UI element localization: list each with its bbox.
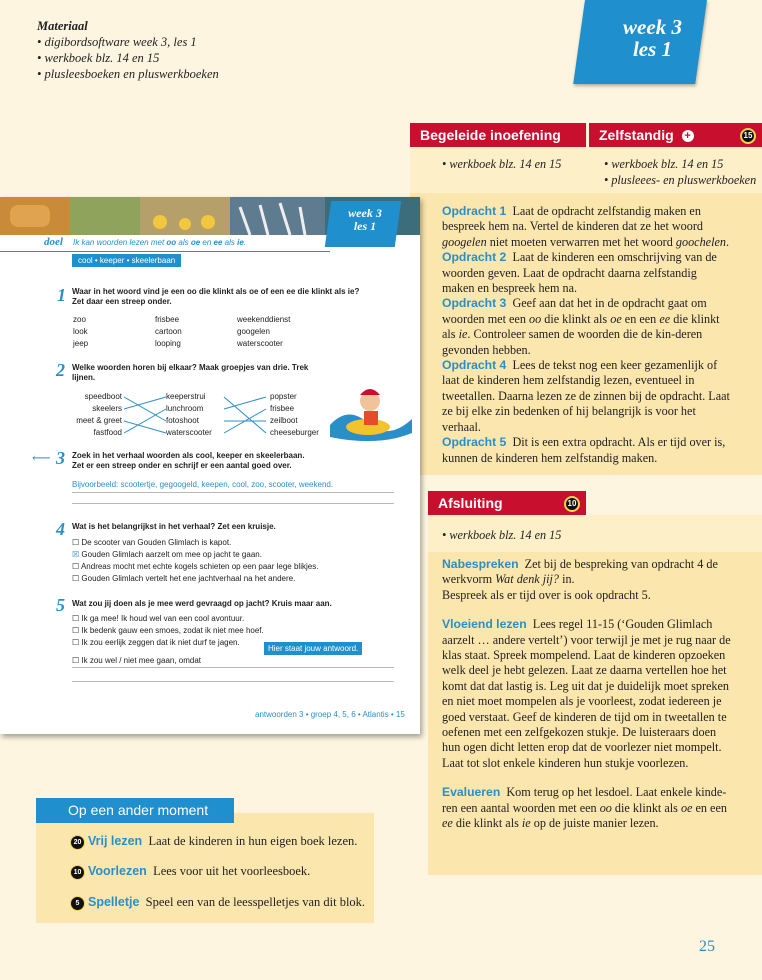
worksheet-page bbox=[0, 197, 420, 734]
nabespreken: Nabespreken Zet bij de bespreking van opdracht 4 de werkvorm Wat denk jij? in. bbox=[442, 557, 718, 587]
question-3: Zoek in het verhaal woorden als cool, keeper en skeelerbaan. Zet er een streep onder en schrijf er een aantal goed over. bbox=[72, 451, 305, 470]
opdracht-1: Opdracht 1 Laat de opdracht zelfstandig maken en bespreek hem na. Vertel de kinderen dat ze het woord googelen niet moeten verwarren met het woord goochelen. bbox=[442, 204, 730, 249]
activity-voorlezen: 10 Voorlezen Lees voor uit het voorleesboek. bbox=[70, 864, 310, 880]
activity-vrij-lezen: 20 Vrij lezen Laat de kinderen in hun eigen boek lezen. bbox=[70, 834, 357, 850]
evalueren: Evalueren Kom terug op het lesdoel. Laat enkele kinde-ren een aantal woorden met een oo die klinkt als oe en een ee die klinkt als ie op de juiste manier lezen. bbox=[442, 785, 727, 831]
zelfstandig-title: Zelfstandig bbox=[599, 127, 674, 143]
zelfstandig-header bbox=[589, 123, 762, 147]
begeleide-title: Begeleide inoefening bbox=[420, 127, 561, 143]
afsluiting-item: • werkboek blz. 14 en 15 bbox=[442, 528, 562, 542]
timer-badge-icon: 20 bbox=[70, 835, 85, 850]
week-label: week 3 bbox=[623, 15, 682, 39]
afsluiting-title: Afsluiting bbox=[438, 495, 503, 511]
materials-item: • digibordsoftware week 3, les 1 bbox=[37, 35, 197, 49]
ander-moment-box bbox=[36, 813, 374, 923]
q5-last-option: ☐ Ik zou wel / niet mee gaan, omdat bbox=[72, 655, 394, 668]
q2-mid-col: keeperstrui lunchroom fotoshoot waterscooter bbox=[166, 392, 212, 437]
question-number: 1 bbox=[57, 285, 66, 305]
question-number: 3 bbox=[56, 448, 65, 468]
begeleide-header bbox=[410, 123, 586, 147]
arrow-left-icon: ⟵ bbox=[32, 451, 51, 466]
example-words: cool • keeper • skeelerbaan bbox=[72, 254, 181, 267]
activity-spelletje: 5 Spelletje Speel een van de leesspelletjes van dit blok. bbox=[70, 895, 365, 911]
question-5: Wat zou jij doen als je mee werd gevraagd op jacht? Kruis maar aan. bbox=[72, 599, 332, 608]
answer-line bbox=[72, 503, 394, 504]
question-number: 4 bbox=[56, 519, 65, 539]
page-number: 25 bbox=[699, 938, 715, 955]
doel-row: doel Ik kan woorden lezen met oo als oe en ee als ie. bbox=[0, 237, 330, 252]
question-2: Welke woorden horen bij elkaar? Maak groepjes van drie. Trek lijnen. bbox=[72, 363, 309, 382]
opdracht-2: Opdracht 2 Laat de kinderen een omschrijving van de woorden geven. Laat de opdracht daarna zelfstandig maken en bespreek hem na. bbox=[442, 250, 717, 296]
nabespreken-line: Bespreek als er tijd over is ook opdracht 5. bbox=[442, 587, 651, 602]
zelfstandig-item: • plusleees- en pluswerkboeken bbox=[604, 173, 757, 187]
q1-words: zoo frisbee weekenddienst look cartoon googelen jeep looping waterscooter bbox=[73, 315, 291, 348]
opdracht-5: Opdracht 5 Dit is een extra opdracht. Als er tijd over is, kunnen de kinderen hem zelfstandig maken. bbox=[442, 435, 726, 465]
q2-left-col: speedboot skeelers meet & greet fastfood bbox=[76, 392, 122, 437]
q4-options: ☐ De scooter van Gouden Glimlach is kapot. ☒ Gouden Glimlach aarzelt om mee op jacht te gaan. ☐ Andreas mocht met echte kogels schieten op een paar lege blikjes. ☐ Gouden Glimlach vertelt het ene jachtverhaal na het andere. bbox=[72, 538, 319, 583]
timer-badge-icon: 15 bbox=[740, 128, 756, 144]
opdrachten-text bbox=[442, 204, 730, 466]
timer-badge-icon: 10 bbox=[564, 496, 580, 512]
week-tab-label bbox=[600, 16, 705, 60]
ander-moment-header: Op een ander moment bbox=[36, 798, 234, 823]
opdracht-3: Opdracht 3 Geef aan dat het in de opdracht gaat om woorden met een oo die klinkt als oe en een ee die klinkt als ie. Controleer samen de woorden die de kin-deren gevonden hebben. bbox=[442, 296, 720, 357]
zelfstandig-item: • werkboek blz. 14 en 15 bbox=[604, 157, 724, 171]
question-number: 2 bbox=[56, 360, 65, 380]
materials-item: • werkboek blz. 14 en 15 bbox=[37, 51, 160, 65]
question-number: 5 bbox=[56, 595, 65, 615]
q5-options: ☐ Ik ga mee! Ik houd wel van een cool avontuur. ☐ Ik bedenk gauw een smoes, zodat ik niet mee hoef. ☐ Ik zou eerlijk zeggen dat ik niet durf te jagen. bbox=[72, 614, 264, 647]
timer-badge-icon: 10 bbox=[70, 865, 85, 880]
answer-tag: Hier staat jouw antwoord. bbox=[264, 642, 362, 655]
question-4: Wat is het belangrijkst in het verhaal? Zet een kruisje. bbox=[72, 522, 276, 531]
materials-list bbox=[37, 18, 367, 82]
connection-lines bbox=[120, 391, 280, 441]
answer-line bbox=[72, 681, 394, 682]
vloeiend-lezen: Vloeiend lezen Lees regel 11-15 (‘Gouden Glimlach aarzelt … andere vertelt’) voor terwijl je met je rug naar de klas staat. Spreek mompelend. Laat de kinderen opzoeken welk deel je hebt gelezen. Laat ze daarna vertellen hoe het komt dat dat lastig is. Leg uit dat je duidelijk moet spreken en niet moet mompelen als je voorleest, zodat iedereen je goed verstaat. Geef de kinderen de tijd om in tweetallen te oefenen met een zelfgekozen stukje. De luisteraars doen hun ogen dicht letten erop dat de voorlezer niet mompelt. Laat tot slot enkele kinderen hun stukje voorlezen. bbox=[442, 617, 731, 770]
afsluiting-text bbox=[442, 557, 732, 832]
doel-text: Ik kan woorden lezen met oo als oe en ee als ie. bbox=[73, 238, 247, 247]
jetski-boy-illustration bbox=[328, 385, 414, 447]
opdracht-4: Opdracht 4 Lees de tekst nog een keer gezamenlijk of laat de kinderen hem zelfstandig lezen, eventueel in tweetallen. Daarna lezen ze de zinnen bij de opdracht. Laat ze bij elke zin bedenken of hij belangrijk is voor het verhaal. bbox=[442, 358, 730, 434]
materials-item: • plusleesboeken en pluswerkboeken bbox=[37, 67, 219, 81]
q2-right-col: popster frisbee zeilboot cheeseburger bbox=[270, 392, 319, 437]
timer-badge-icon: 5 bbox=[70, 896, 85, 911]
materials-heading: Materiaal bbox=[37, 19, 88, 33]
plus-icon: + bbox=[682, 130, 694, 142]
q3-answer: Bijvoorbeeld: scootertje, gegoogeld, keepen, cool, zoo, scooter, weekend. bbox=[72, 480, 394, 493]
lesson-label: les 1 bbox=[632, 37, 673, 61]
begeleide-item: • werkboek blz. 14 en 15 bbox=[442, 157, 562, 171]
worksheet-tab-label: week 3 les 1 bbox=[348, 206, 382, 233]
question-1: Waar in het woord vind je een oo die klinkt als oe of een ee die klinkt als ie? Zet daar een streep onder. bbox=[72, 287, 360, 306]
worksheet-footer: antwoorden 3 • groep 4, 5, 6 • Atlantis • 15 bbox=[255, 710, 405, 719]
afsluiting-header bbox=[428, 491, 586, 515]
